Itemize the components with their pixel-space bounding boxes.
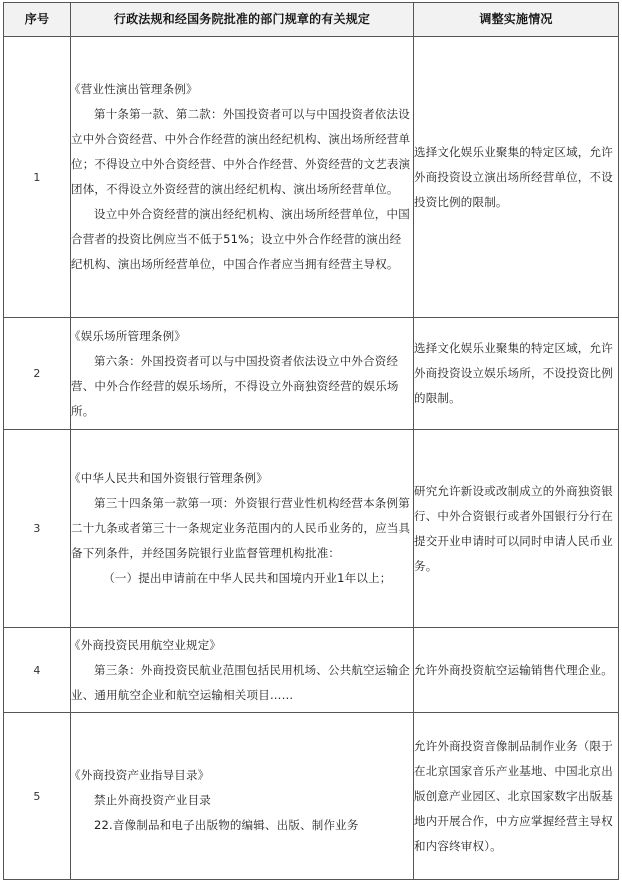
regulation-title: 《娱乐场所管理条例》 <box>69 328 186 343</box>
status-text: 允许外商投资音像制品制作业务（限于在北京国家音乐产业基地、中国北京出版创意产业园区、北京国家数字出版基地内开展合作，中方应掌握经营主导权和内容终审权）。 <box>414 738 613 853</box>
regulation-paragraph: 第三条：外商投资民航业范围包括民用机场、公共航空运输企业、通用航空企业和航空运输相关项目…… <box>71 662 410 702</box>
header-regulation-provisions: 行政法规和经国务院批准的部门规章的有关规定 <box>71 3 414 37</box>
row-number: 2 <box>4 318 71 430</box>
regulation-title: 《外商投资产业指导目录》 <box>69 767 210 782</box>
regulation-paragraph: 设立中外合资经营的演出经纪机构、演出场所经营单位，中国合营者的投资比例应当不低于51%；设立中外合作经营的演出经纪机构、演出场所经营单位，中国合作者应当拥有经营主导权。 <box>71 207 410 271</box>
regulation-cell <box>71 318 414 430</box>
regulation-paragraph: 第六条：外国投资者可以与中国投资者依法设立中外合资经营、中外合作经营的娱乐场所，不得设立外商独资经营的娱乐场所。 <box>71 353 399 418</box>
regulation-paragraph: 第十条第一款、第二款：外国投资者可以与中国投资者依法设立中外合资经营、中外合作经营的演出经纪机构、演出场所经营单位；不得设立中外合资经营、中外合作经营、外资经营的文艺表演团体，不得设立外资经营的演出经纪机构、演出场所经营单位。 <box>71 107 411 196</box>
table-row <box>4 628 619 713</box>
row-number: 3 <box>4 430 71 628</box>
regulation-title: 《营业性演出管理条例》 <box>69 82 198 96</box>
table-row <box>4 318 619 430</box>
regulation-title: 《外商投资民用航空业规定》 <box>69 637 222 652</box>
table-row <box>4 430 619 628</box>
table-row <box>4 713 619 880</box>
regulation-title: 《中华人民共和国外资银行管理条例》 <box>69 471 268 485</box>
regulation-paragraph: 22.音像制品和电子出版物的编辑、出版、制作业务 <box>94 817 359 832</box>
regulations-table <box>3 2 619 880</box>
regulation-paragraph: 禁止外商投资产业目录 <box>94 792 211 807</box>
table-row <box>4 37 619 318</box>
regulation-cell <box>71 37 414 318</box>
row-number: 4 <box>4 628 71 713</box>
header-adjustment-status: 调整实施情况 <box>414 3 619 37</box>
status-text: 选择文化娱乐业聚集的特定区域，允许外商投资设立演出场所经营单位，不设投资比例的限制。 <box>414 144 613 209</box>
regulation-paragraph: 第三十四条第一款第一项：外资银行营业性机构经营本条例第二十九条或者第三十一条规定业务范围内的人民币业务的，应当具备下列条件，并经国务院银行业监督管理机构批准： <box>71 496 411 560</box>
regulation-cell <box>71 713 414 880</box>
regulation-cell <box>71 628 414 713</box>
regulation-clause: （一）提出申请前在中华人民共和国境内开业1年以上； <box>103 571 392 585</box>
status-cell <box>414 628 619 713</box>
row-number: 1 <box>4 37 71 318</box>
status-cell <box>414 318 619 430</box>
regulation-cell <box>71 430 414 628</box>
status-text: 允许外商投资航空运输销售代理企业。 <box>414 662 613 677</box>
status-cell <box>414 430 619 628</box>
row-number: 5 <box>4 713 71 880</box>
table-header-row <box>4 3 619 37</box>
status-cell <box>414 37 619 318</box>
status-text: 选择文化娱乐业聚集的特定区域，允许外商投资设立娱乐场所，不设投资比例的限制。 <box>414 341 613 405</box>
status-cell <box>414 713 619 880</box>
status-text: 研究允许新设或改制成立的外商独资银行、中外合资银行或者外国银行分行在提交开业申请时可以同时申请人民币业务。 <box>414 483 613 573</box>
header-serial-number: 序号 <box>4 3 71 37</box>
